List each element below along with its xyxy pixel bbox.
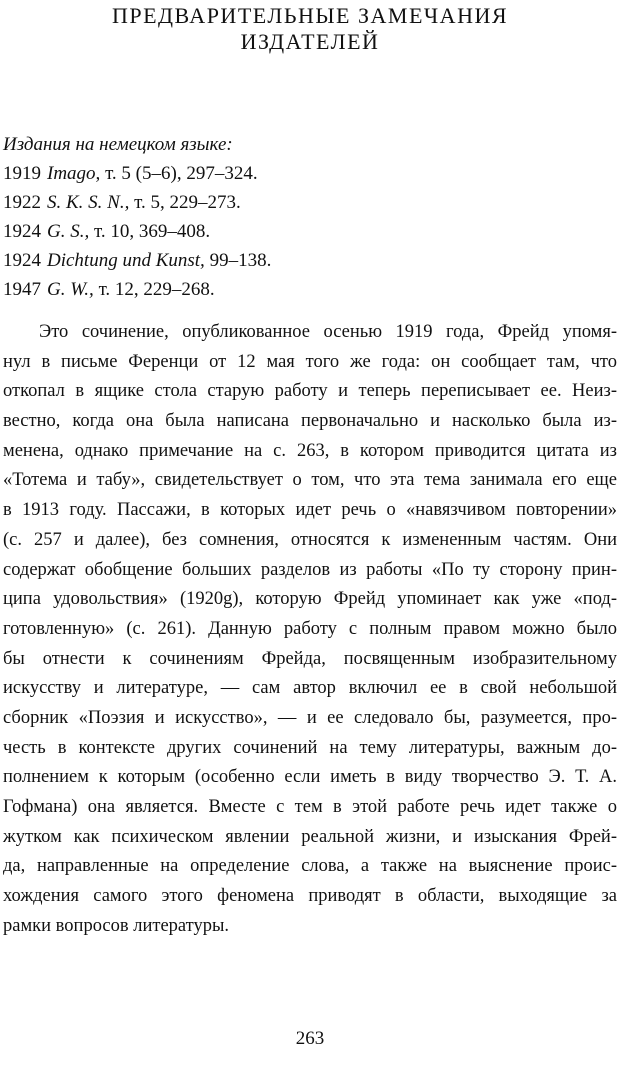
text-line: Это сочинение, опубликованное осенью 1919 года, Фрейд упомя- <box>39 322 617 342</box>
edition-year: 1924 <box>3 250 41 271</box>
text-line: искусству и литературе, — сам автор включил ее в свой небольшой <box>3 678 617 699</box>
edition-detail: т. 5, 229–273. <box>134 192 241 213</box>
page-title-line-1: ПРЕДВАРИТЕЛЬНЫЕ ЗАМЕЧАНИЯ <box>111 3 509 28</box>
text-line: содержат обобщение больших разделов из работы «По ту сторону прин- <box>3 559 617 580</box>
text-line: сборник «Поэзия и искусство», — и ее следовало бы, разумеется, про- <box>3 707 617 728</box>
edition-source: Imago, <box>47 163 101 184</box>
text-line: бы отнести к сочинениям Фрейда, посвященным изобразительному <box>3 648 617 669</box>
edition-item <box>3 188 603 217</box>
text-line: полнением к которым (особенно если иметь в виду творчество Э. Т. А. <box>3 767 617 788</box>
edition-source: G. S., <box>47 221 90 242</box>
text-line: Гофмана) она является. Вместе с тем в этой работе речь идет также о <box>3 797 617 817</box>
editions-list <box>3 130 603 304</box>
edition-item <box>3 159 603 188</box>
edition-item <box>3 217 603 246</box>
edition-source: S. K. S. N., <box>47 192 130 213</box>
page-title-line-2: ИЗДАТЕЛЕЙ <box>240 29 380 54</box>
text-line: хождения самого этого феномена приводят в области, выходящие за <box>3 886 617 907</box>
text-line: честь в контексте других сочинений на тему литературы, важным до- <box>3 737 617 758</box>
text-line: вестно, когда она была написана первоначально и насколько была из- <box>3 411 617 432</box>
edition-detail: т. 10, 369–408. <box>93 221 211 242</box>
text-line: менена, однако примечание на с. 263, в котором приводится цитата из <box>3 440 617 461</box>
edition-detail: т. 5 (5–6), 297–324. <box>105 163 258 184</box>
text-line: в 1913 году. Пассажи, в которых идет речь о «навязчивом повторении» <box>3 500 617 521</box>
text-line: да, направленные на определение слова, а также на выяснение проис- <box>3 856 617 877</box>
edition-year: 1924 <box>3 221 41 242</box>
edition-year: 1919 <box>3 163 41 184</box>
text-line: (с. 257 и далее), без сомнения, относятся к измененным частям. Они <box>3 529 617 550</box>
edition-item <box>3 246 603 275</box>
page-number: 263 <box>295 1028 325 1049</box>
editions-heading: Издания на немецком языке: <box>3 134 233 155</box>
edition-source: Dichtung und Kunst, <box>47 250 205 271</box>
text-line: нул в письме Ференци от 12 мая того же года: он сообщает там, что <box>3 351 617 372</box>
edition-detail: 99–138. <box>209 250 272 271</box>
edition-year: 1947 <box>3 279 41 300</box>
text-line: ципа удовольствия» (1920g), которую Фрейд упоминает как уже «под- <box>3 589 617 610</box>
edition-year: 1922 <box>3 192 41 213</box>
text-line: готовленную» (с. 261). Данную работу с полным правом можно было <box>3 618 617 639</box>
edition-item <box>3 275 603 304</box>
edition-detail: т. 12, 229–268. <box>98 279 215 300</box>
text-line: «Тотема и табу», свидетельствует о том, что эта тема занимала его еще <box>3 470 617 491</box>
body-paragraph <box>3 318 617 941</box>
edition-source: G. W., <box>47 279 94 300</box>
text-line: жутком как психическом явлении реальной жизни, и изыскания Фрей- <box>3 826 617 847</box>
text-line: откопал в ящике стола старую работу и теперь переписывает ее. Неиз- <box>3 381 617 402</box>
text-line: рамки вопросов литературы. <box>3 915 230 936</box>
